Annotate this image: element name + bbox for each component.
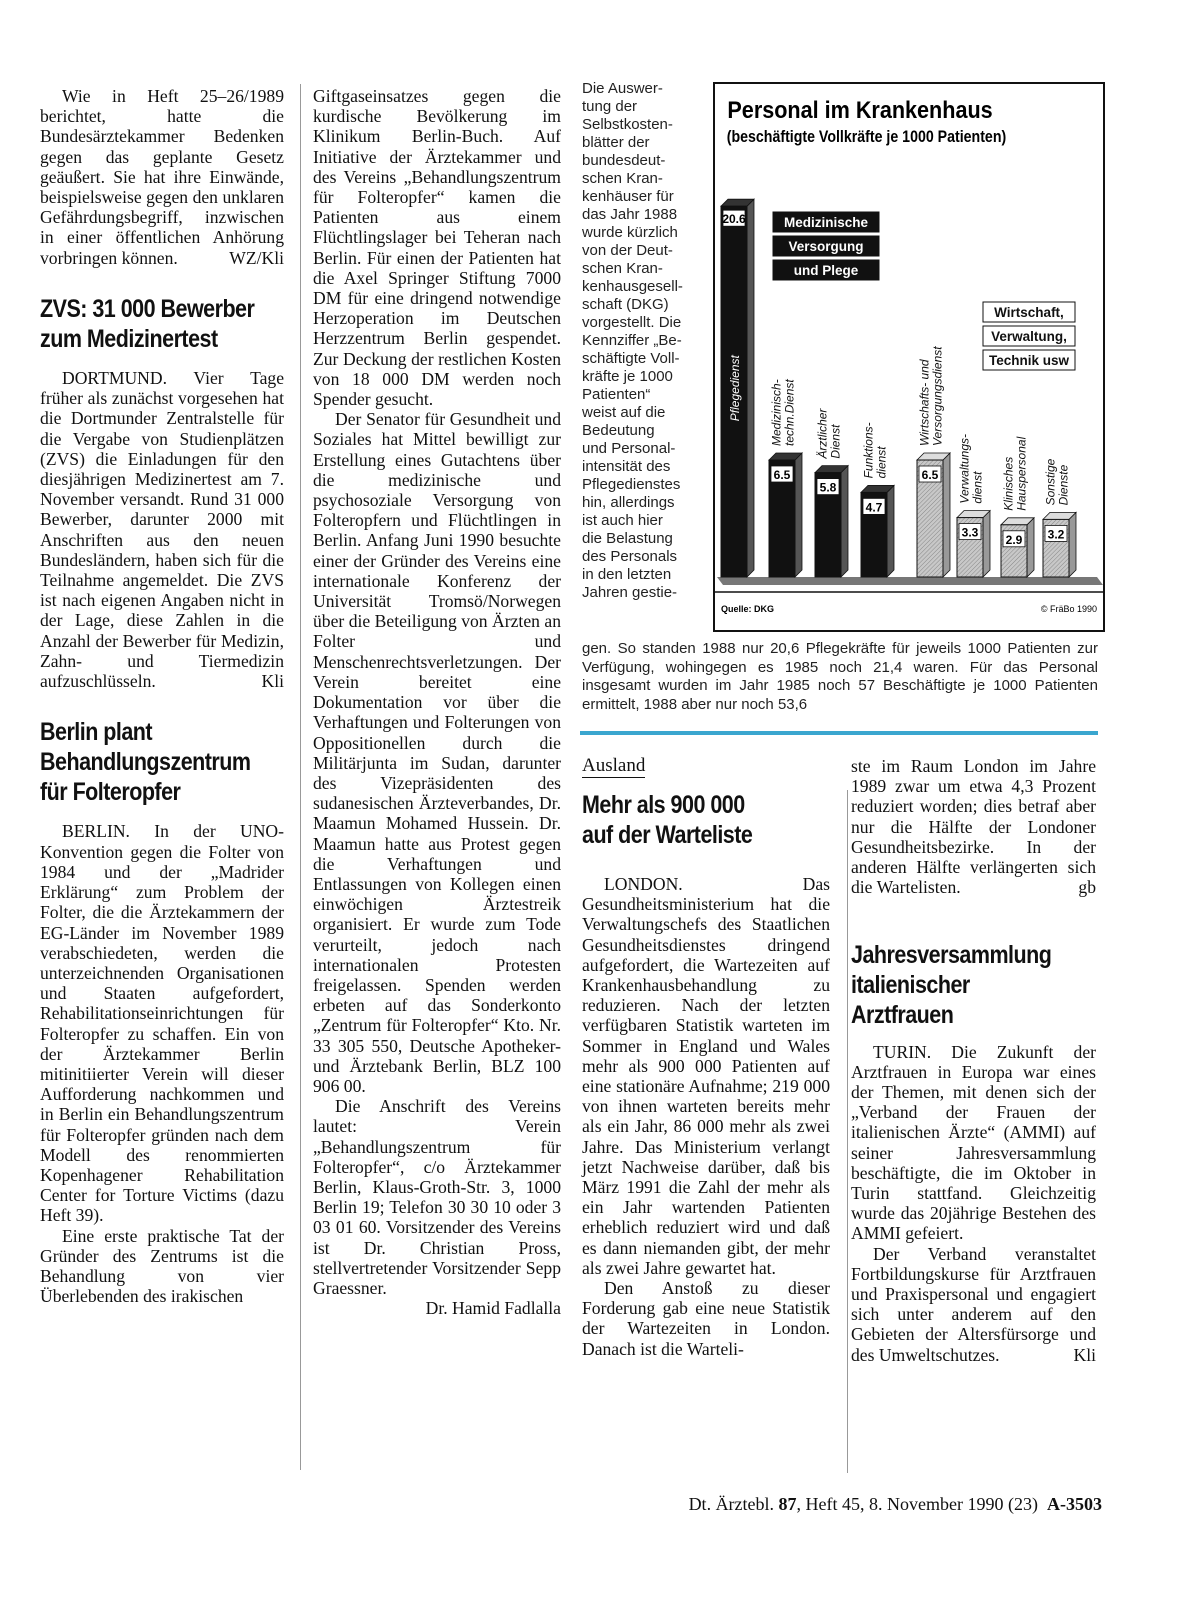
chart-credit: © FräBo 1990 [1040, 604, 1097, 614]
sidebar-line: von der Deut- [582, 242, 673, 259]
value-label: 3.2 [1047, 527, 1065, 542]
col3-paragraph-2: Den Anstoß zu dieser Forderung gab eine neue Statistik der Wartezeiten in London. Danach ist die Warteli- [582, 1278, 830, 1359]
value-label: 3.3 [961, 525, 979, 540]
value-label: 4.7 [865, 500, 883, 515]
citation-prefix: Dt. Ärztebl. [688, 1494, 779, 1514]
page-number: A-3503 [1047, 1494, 1102, 1514]
sidebar-line: bundesdeut- [582, 152, 666, 169]
sidebar-line: Selbstkosten- [582, 116, 673, 133]
page-footer [689, 1494, 1102, 1515]
column-2 [313, 86, 561, 1318]
sidebar-line: schaft (DKG) [582, 296, 669, 313]
sidebar-line: hin, allerdings [582, 494, 675, 511]
arztfrauen-title-line-2: italienischer [851, 970, 970, 999]
berlin-paragraph-2: Eine erste praktische Tat der Gründer des Zentrums ist die Behandlung von vier Überlebenden des irakischen [40, 1225, 284, 1307]
section-divider [580, 731, 1098, 735]
sidebar-line: Pflegedienstes [582, 476, 681, 493]
column-1 [40, 86, 284, 1306]
berlin-title-line-2: Behandlungszentrum [40, 748, 251, 777]
value-label: 20.6 [722, 212, 746, 227]
category-label: Pflegedienst [728, 355, 742, 422]
bar-side [983, 511, 990, 577]
group-label-economic-text: Technik usw [988, 353, 1070, 368]
bar-side [747, 199, 754, 577]
sidebar-line: wurde kürzlich [582, 224, 678, 241]
section-label-ausland: Ausland [582, 755, 646, 776]
arztfrauen-title-line-1: Jahresversammlung [851, 940, 1052, 969]
sidebar-line: Patienten“ [582, 386, 651, 403]
intro-signature: WZ/Kli [229, 247, 284, 268]
column-divider-1 [300, 84, 301, 1470]
chart-floor [717, 577, 1103, 585]
category-label: Versorgungsdienst [930, 346, 945, 446]
value-label: 6.5 [773, 468, 791, 482]
sidebar-line: schäftigte Voll- [582, 350, 680, 367]
sidebar-line: Jahren gestie- [582, 584, 678, 601]
sidebar-line: kräfte je 1000 [582, 368, 673, 385]
berlin-title-line-3: für Folteropfer [40, 778, 181, 807]
arztfrauen-headline [851, 940, 1096, 1034]
chart-sidebar-text [582, 80, 710, 602]
sidebar-line: Bedeutung [582, 422, 655, 439]
zvs-signature: Kli [261, 671, 284, 692]
sidebar-line: schen Kran- [582, 260, 663, 277]
sidebar-line: ist auch hier [582, 512, 663, 529]
category-label: techn.Dienst [782, 379, 797, 446]
arztfrauen-title-line-3: Arztfrauen [851, 1000, 954, 1029]
sidebar-line: und Personal- [582, 440, 676, 457]
col3-paragraph-1: LONDON. Das Gesundheitsministerium hat die Verwaltungschefs des Staatlichen Gesundheitsdienstes dringend aufgefordert, die Wartezeiten auf Krankenhausbehandlung zu reduzieren. Nach der letzten verfügbaren Statistik warteten im Sommer in England und Wales mehr als 900 000 Patienten auf eine stationäre Aufnahme; 219 000 von ihnen warteten bereits mehr als ein Jahr, 86 000 mehr als zwei Jahre. Das Ministerium verlangt jetzt Nachweise darüber, daß bis März 1991 die Zahl der mehr als ein Jahr wartenden Patienten erheblich reduziert wird und daß es dann niemanden gibt, der mehr als zwei Jahre gewartet hat. [582, 874, 830, 1278]
zvs-title-line-2: zum Medizinertest [40, 325, 218, 354]
column-4 [851, 756, 1096, 1365]
citation-suffix: , Heft 45, 8. November 1990 (23) [796, 1494, 1038, 1514]
col4-paragraph-2: TURIN. Die Zukunft der Arztfrauen in Europa war eines der Themen, mit denen sich der „Verband der Frauen der italienischen Ärzte“ (AMMI) auf seiner Jahresversammlung beschäftigte, die im Oktober in Turin stattfand. Gleichzeitig wurde das 20jährige Bestehen des AMMI gefeiert. [851, 1041, 1096, 1244]
sidebar-line: weist auf die [582, 404, 666, 421]
col4-signature-2: Kli [1073, 1344, 1096, 1365]
category-label: dienst [874, 446, 889, 479]
sidebar-line: Kennziffer „Be- [582, 332, 682, 349]
bar-side [943, 453, 950, 577]
bar-side [841, 466, 848, 577]
sidebar-line: die Belastung [582, 530, 673, 547]
citation-volume: 87 [778, 1494, 797, 1514]
berlin-headline [40, 717, 284, 811]
category-label: Hauspersonal [1014, 436, 1029, 511]
warteliste-title-line-2: auf der Warteliste [582, 821, 753, 849]
bar-side [795, 453, 802, 577]
chart-caption-continuation: gen. So standen 1988 nur 20,6 Pflegekräfte für jeweils 1000 Patienten zur Verfügung, wohingegen es 1985 noch 21,4 waren. Für das Personal insgesamt wurden im Jahr 1985 noch 57 Beschäftigte je 1000 Patienten ermittelt, 1988 aber nur noch 53,6 [582, 640, 1098, 713]
sidebar-line: das Jahr 1988 [582, 206, 678, 223]
warteliste-title-line-1: Mehr als 900 000 [582, 791, 745, 819]
bar-side [1069, 512, 1076, 577]
sidebar-line: des Personals [582, 548, 678, 565]
sidebar-line: kenhäuser für [582, 188, 674, 205]
group-label-medical-text: und Plege [793, 263, 859, 278]
berlin-title-line-1: Berlin plant [40, 718, 153, 747]
zvs-body: DORTMUND. Vier Tage früher als zunächst vorgesehen hat die Dortmunder Zentralstelle für die Vergabe von Studienplätzen (ZVS) die Einladungen für den diesjährigen Medizinertest am 7. November versandt. Rund 31 000 Bewerber, darunter 2000 mit Anschriften aus den neuen Bundesländern, haben sich für die Teilnahme angemeldet. Die ZVS ist nach eigenen Angaben nicht in der Lage, diese Zahlen in die Anzahl der Bewerber für Medizin, Zahn- und Tiermedizin aufzuschlüsseln. [40, 368, 284, 692]
value-label: 6.5 [921, 468, 939, 482]
col2-signature: Dr. Hamid Fadlalla [425, 1298, 561, 1319]
chart-title: Personal im Krankenhaus [727, 95, 993, 124]
bar-side [1027, 518, 1034, 577]
group-label-economic-text: Verwaltung, [991, 329, 1067, 344]
col4-paragraph-1: ste im Raum London im Jahre 1989 zwar um etwa 4,3 Prozent reduziert worden; dies betraf aber nur die Hälfte der Londoner Gesundheitsbezirke. In der anderen Hälfte verlängerten sich die Wartelisten. [851, 756, 1096, 898]
chart-source: Quelle: DKG [721, 604, 775, 614]
sidebar-line: blätter der [582, 134, 650, 151]
category-label: Ärztlicher [815, 408, 830, 459]
category-label: Verwaltungs- [957, 434, 972, 504]
zvs-headline [40, 294, 284, 358]
category-label: Wirtschafts- und [917, 359, 932, 446]
sidebar-line: vorgestellt. Die [582, 314, 682, 331]
category-label: Dienste [1056, 464, 1071, 506]
chart-subtitle: (beschäftigte Vollkräfte je 1000 Patienten) [726, 128, 1007, 147]
sidebar-line: Die Auswer- [582, 80, 663, 97]
group-label-medical-text: Versorgung [788, 239, 864, 254]
col2-paragraph-3: Die Anschrift des Vereins lautet: Verein „Behandlungszentrum für Folteropfer“, c/o Ärztekammer Berlin, Klaus-Groth-Str. 3, 1000 Berlin 19; Telefon 30 30 10 oder 3 03 01 60. Vorsitzender des Vereins ist Dr. Christian Pross, stellvertretender Vorsitzender Sepp Graessner. [313, 1096, 561, 1298]
value-label: 5.8 [819, 480, 837, 495]
sidebar-line: tung der [582, 98, 638, 115]
group-label-economic-text: Wirtschaft, [994, 305, 1064, 320]
intro-paragraph: Wie in Heft 25–26/1989 berichtet, hatte die Bundesärztekammer Bedenken gegen das geplante Gesetz geäußert. Sie hat ihre Einwände, beispielsweise gegen den unklaren Gefährdungsbegriff, inzwischen in einer öffentlichen Anhörung vorbringen können. [40, 86, 284, 268]
col2-paragraph-1: Giftgaseinsatzes gegen die kurdische Bevölkerung im Klinikum Berlin-Buch. Auf Initiative der Ärztekammer und des Vereins „Behandlungszentrum für Folteropfer“ kamen die Patienten aus einem Flüchtlingslager bei Teheran nach Berlin. Für einen der Patienten hat die Axel Springer Stiftung 7000 DM für eine dringend notwendige Herzoperation im Deutschen Herzzentrum Berlin gespendet. Zur Deckung der restlichen Kosten von 18 000 DM werden noch Spender gesucht. [313, 86, 561, 410]
zvs-title-line-1: ZVS: 31 000 Bewerber [40, 295, 255, 324]
category-label: Sonstige [1043, 458, 1058, 506]
sidebar-line: kenhausgesell- [582, 278, 683, 295]
category-label: Funktions- [861, 422, 876, 479]
column-3 [582, 755, 830, 1359]
col4-signature-1: gb [1078, 877, 1096, 898]
group-label-medical-text: Medizinische [783, 215, 869, 230]
warteliste-headline [582, 790, 830, 854]
value-label: 2.9 [1005, 532, 1023, 547]
category-label: Dienst [828, 424, 843, 459]
col2-paragraph-2: Der Senator für Gesundheit und Soziales hat Mittel bewilligt zur Erstellung eines Gutachtens über die medizinische und psychosoziale Versorgung von Folteropfern und Flüchtlingen in Berlin. Anfang Juni 1990 besuchte einer der Gründer des Vereins eine internationale Konferenz der Universität Tromsö/Norwegen über die Beteiligung von Ärzten an Folter und Menschenrechtsverletzungen. Der Verein bereitet eine Dokumentation vor über die Verhaftungen und Folterungen von Oppositionellen durch die Militärjunta im Sudan, darunter des Vizepräsidenten des sudanesischen Ärzteverbandes, Dr. Maamun Mohamed Hussein. Dr. Maamun hatte aus Protest gegen die Verhaftungen und Entlassungen von Kollegen einen einwöchigen Ärztestreik organisiert. Er wurde zum Tode verurteilt, jedoch nach internationalen Protesten freigelassen. Spenden werden erbeten auf das Sonderkonto „Zentrum für Folteropfer“ Kto. Nr. 33 305 550, Deutsche Apotheker- und Ärztebank Berlin, BLZ 100 906 00. [313, 409, 561, 1096]
category-label: dienst [970, 471, 985, 504]
personal-chart [713, 82, 1105, 632]
col4-paragraph-3: Der Verband veranstaltet Fortbildungskurse für Arztfrauen und Praxispersonal und engagiert sich unter anderem auf den Gebieten der Altersfürsorge und des Umweltschutzes. [851, 1243, 1096, 1365]
sidebar-line: schen Kran- [582, 170, 663, 187]
sidebar-line: in den letzten [582, 566, 672, 583]
category-label: Klinisches [1001, 456, 1016, 511]
sidebar-line: intensität des [582, 458, 671, 475]
column-divider-3 [847, 790, 848, 1473]
berlin-paragraph-1: BERLIN. In der UNO-Konvention gegen die Folter von 1984 und der „Madrider Erklärung“ zum Problem der Folter, die die Ärztekammern der EG-Länder im November 1989 verabschiedeten, werden die unterzeichnenden Organisationen und Staaten aufgefordert, Rehabilitationseinrichtungen für Folteropfer zu schaffen. Ein von der Ärztekammer Berlin mitinitiierter Verein will dieser Aufforderung nachkommen und in Berlin ein Behandlungszentrum für Folteropfer gründen nach dem Modell des renommierten Kopenhagener Rehabilitation Center for Torture Victims (dazu Heft 39). [40, 821, 284, 1226]
bar-side [887, 485, 894, 577]
category-label: Medizinisch- [769, 379, 784, 446]
